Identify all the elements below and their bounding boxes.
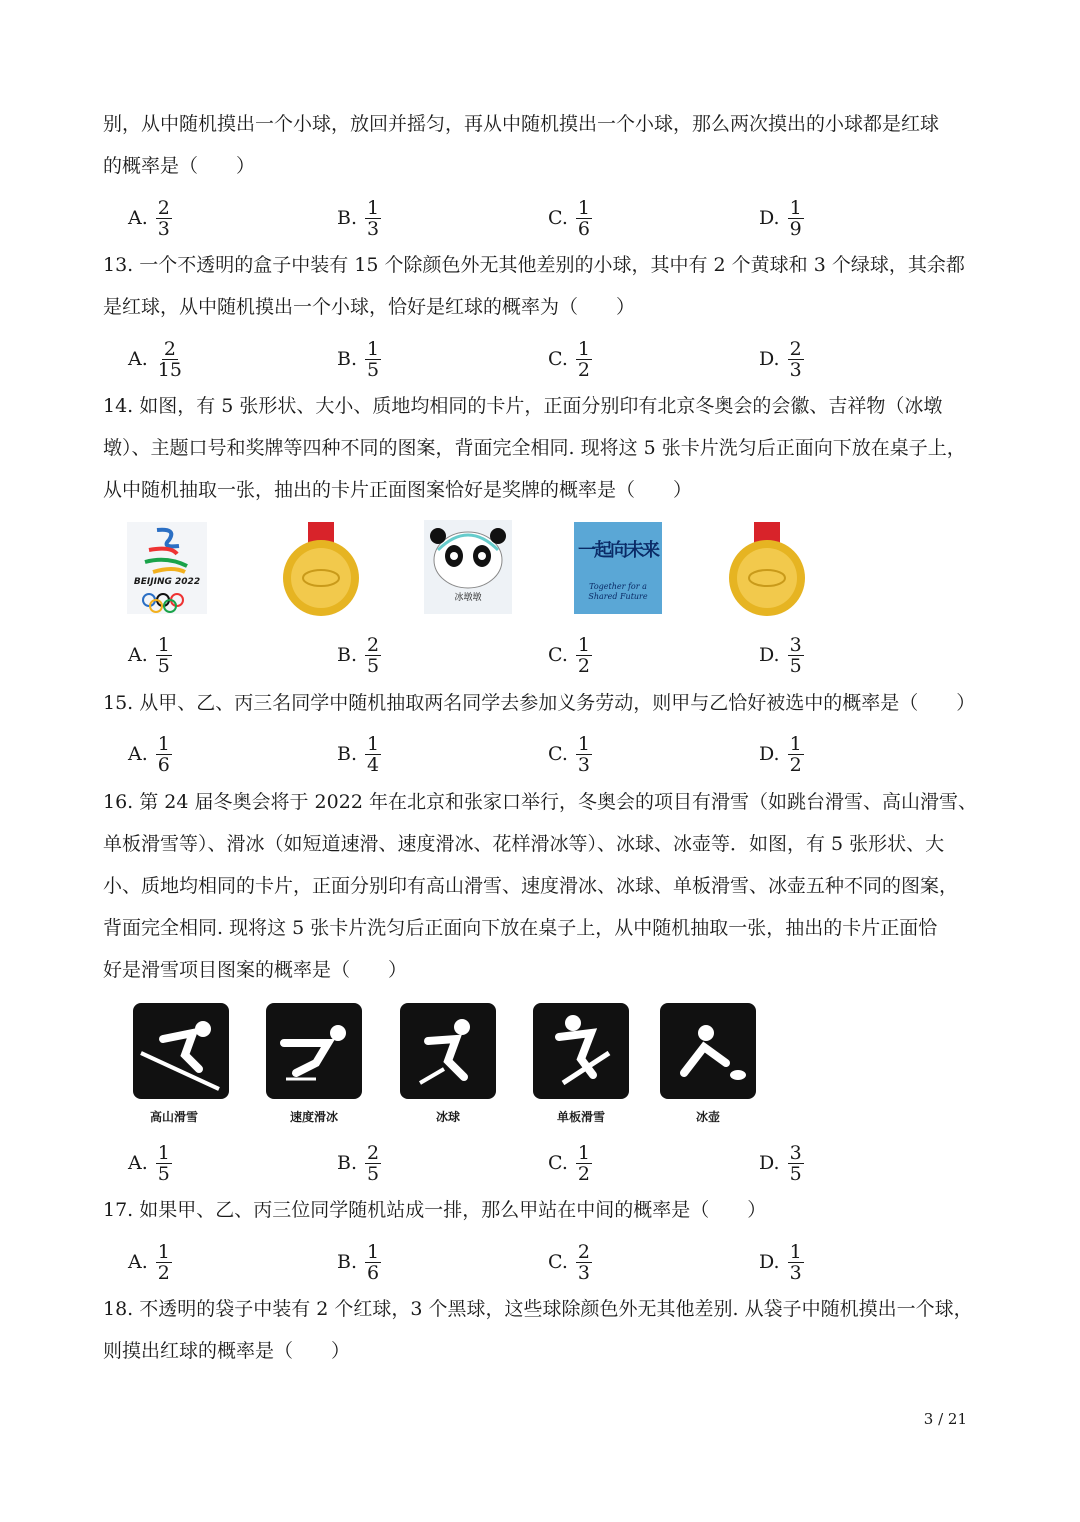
option-label: D. (759, 207, 780, 229)
option-label: B. (337, 1152, 358, 1174)
alpine-skiing-icon (133, 1003, 229, 1099)
page-number: 3 / 21 (923, 1410, 967, 1428)
q16-line-2: 单板滑雪等）、滑冰（如短道速滑、速度滑冰、花样滑冰等）、冰球、冰壶等．如图，有 5 张形状、大 (103, 833, 945, 855)
sport-label-5: 冰壶 (695, 1110, 720, 1124)
fraction (156, 1143, 172, 1184)
q13-options (0, 337, 1080, 387)
snowboard-icon (533, 1003, 629, 1099)
option-label: A. (128, 1251, 148, 1273)
fraction-denominator: 4 (367, 753, 380, 776)
fraction-numerator: 2 (789, 337, 802, 360)
fraction-denominator: 3 (367, 217, 380, 240)
fraction (156, 339, 184, 380)
fraction-denominator: 3 (789, 1261, 802, 1284)
option-d (759, 1141, 804, 1185)
q13-line-1: 13. 一个不透明的盒子中装有 15 个除颜色外无其他差别的小球，其中有 2 个黄球和 3 个绿球，其余都 (103, 254, 965, 276)
fraction-denominator: 5 (157, 1162, 170, 1185)
option-d (759, 732, 804, 776)
fraction (576, 1143, 592, 1184)
option-c (548, 1240, 592, 1284)
fraction-numerator: 3 (789, 1141, 802, 1164)
fraction (365, 198, 381, 239)
q13-line-2: 是红球，从中随机摸出一个小球，恰好是红球的概率为（ ） (103, 296, 636, 318)
curling-pictogram (660, 1003, 756, 1099)
fraction-denominator: 3 (157, 217, 170, 240)
fraction (576, 198, 592, 239)
q17-line: 17. 如果甲、乙、丙三位同学随机站成一排，那么甲站在中间的概率是（ ） (103, 1199, 767, 1221)
option-b (337, 732, 381, 776)
fraction (156, 635, 172, 676)
fraction (156, 734, 172, 775)
option-label: D. (759, 743, 780, 765)
fraction (576, 635, 592, 676)
fraction (788, 734, 804, 775)
sport-label-2: 速度滑冰 (289, 1110, 338, 1124)
option-a (128, 337, 184, 381)
q16-options (0, 1141, 1080, 1191)
fraction-denominator: 3 (577, 1261, 590, 1284)
q15-options (0, 732, 1080, 782)
option-d (759, 1240, 804, 1284)
option-b (337, 1141, 381, 1185)
fraction (156, 198, 172, 239)
speed-skating-pictogram (266, 1003, 362, 1099)
option-label: A. (128, 348, 148, 370)
q14-line-3: 从中随机抽取一张，抽出的卡片正面图案恰好是奖牌的概率是（ ） (103, 479, 693, 501)
option-c (548, 732, 592, 776)
fraction-denominator: 6 (367, 1261, 380, 1284)
option-a (128, 1141, 172, 1185)
fraction-denominator: 5 (789, 1162, 802, 1185)
fraction (365, 635, 381, 676)
alpine-skiing-pictogram (133, 1003, 229, 1099)
option-a (128, 732, 172, 776)
fraction-numerator: 3 (789, 633, 802, 656)
option-label: B. (337, 644, 358, 666)
fraction-numerator: 2 (577, 1240, 590, 1263)
fraction-numerator: 1 (157, 1240, 170, 1263)
fraction-denominator: 2 (577, 654, 590, 677)
sport-label-4: 单板滑雪 (556, 1110, 605, 1124)
option-label: D. (759, 1152, 780, 1174)
speed-skating-icon (266, 1003, 362, 1099)
option-label: A. (128, 1152, 148, 1174)
fraction-denominator: 6 (577, 217, 590, 240)
fraction (576, 339, 592, 380)
fraction-denominator: 5 (367, 654, 380, 677)
gold-medal-icon (278, 522, 364, 616)
option-label: C. (548, 207, 568, 229)
q15-line: 15. 从甲、乙、丙三名同学中随机抽取两名同学去参加义务劳动，则甲与乙恰好被选中的概率是（ ） (103, 692, 976, 714)
fraction (788, 635, 804, 676)
fraction-numerator: 1 (577, 337, 590, 360)
option-d (759, 633, 804, 677)
q12-line-2: 的概率是（ ） (103, 155, 256, 177)
fraction-numerator: 1 (577, 732, 590, 755)
fraction-denominator: 2 (789, 753, 802, 776)
fraction-denominator: 3 (577, 753, 590, 776)
option-label: A. (128, 644, 148, 666)
fraction-numerator: 1 (157, 732, 170, 755)
option-label: C. (548, 348, 568, 370)
fraction-denominator: 5 (789, 654, 802, 677)
option-c (548, 633, 592, 677)
fraction-numerator: 1 (577, 196, 590, 219)
slogan-cn-text: 一起向未来 (578, 540, 658, 561)
fraction-denominator: 2 (577, 358, 590, 381)
emblem-text: BEIJING 2022 (133, 577, 201, 587)
fraction (365, 339, 381, 380)
slogan-card (574, 522, 662, 614)
option-b (337, 1240, 381, 1284)
option-label: C. (548, 1152, 568, 1174)
option-label: A. (128, 207, 148, 229)
bing-dwen-dwen-card (424, 520, 512, 614)
q12-options (0, 196, 1080, 246)
q14-options (0, 633, 1080, 683)
q16-line-5: 好是滑雪项目图案的概率是（ ） (103, 959, 408, 981)
fraction-denominator: 2 (157, 1261, 170, 1284)
slogan-en-text: Together for a Shared Future (588, 582, 648, 601)
emblem-icon (127, 522, 207, 614)
option-c (548, 337, 592, 381)
q18-line-1: 18. 不透明的袋子中装有 2 个红球，3 个黑球，这些球除颜色外无其他差别. 从袋子中随机摸出一个球， (103, 1298, 973, 1320)
option-label: C. (548, 743, 568, 765)
option-label: A. (128, 743, 148, 765)
gold-medal-card-1 (278, 522, 364, 616)
fraction (576, 734, 592, 775)
fraction (788, 198, 804, 239)
q16-line-4: 背面完全相同. 现将这 5 张卡片洗匀后正面向下放在桌子上，从中随机抽取一张，抽出的卡片正面恰 (103, 917, 938, 939)
ice-hockey-pictogram (400, 1003, 496, 1099)
q12-line-1: 别，从中随机摸出一个小球，放回并摇匀，再从中随机摸出一个小球，那么两次摸出的小球都是红球 (103, 113, 940, 135)
option-a (128, 1240, 172, 1284)
snowboard-pictogram (533, 1003, 629, 1099)
beijing-2022-emblem-card (127, 522, 207, 614)
fraction-numerator: 1 (789, 732, 802, 755)
curling-icon (660, 1003, 756, 1099)
fraction (576, 1242, 592, 1283)
option-label: C. (548, 644, 568, 666)
sport-label-1: 高山滑雪 (149, 1110, 198, 1124)
mascot-text: 冰墩墩 (454, 593, 482, 603)
fraction-denominator: 15 (157, 358, 182, 381)
fraction-numerator: 2 (367, 1141, 380, 1164)
fraction-numerator: 2 (157, 196, 170, 219)
q18-line-2: 则摸出红球的概率是（ ） (103, 1340, 351, 1362)
fraction-numerator: 1 (367, 337, 380, 360)
option-label: D. (759, 348, 780, 370)
option-label: D. (759, 644, 780, 666)
fraction-numerator: 2 (367, 633, 380, 656)
fraction-denominator: 2 (577, 1162, 590, 1185)
fraction (365, 1143, 381, 1184)
fraction-numerator: 1 (367, 732, 380, 755)
fraction-denominator: 5 (157, 654, 170, 677)
option-label: B. (337, 207, 358, 229)
option-b (337, 337, 381, 381)
fraction (788, 339, 804, 380)
fraction-numerator: 1 (367, 1240, 380, 1263)
option-label: B. (337, 1251, 358, 1273)
fraction (365, 1242, 381, 1283)
fraction-numerator: 1 (157, 633, 170, 656)
q14-line-1: 14. 如图，有 5 张形状、大小、质地均相同的卡片，正面分别印有北京冬奥会的会徽、吉祥物（冰墩 (103, 395, 943, 417)
q16-line-3: 小、质地均相同的卡片，正面分别印有高山滑雪、速度滑冰、冰球、单板滑雪、冰壶五种不同的图案， (103, 875, 959, 897)
option-label: B. (337, 743, 358, 765)
fraction-denominator: 5 (367, 1162, 380, 1185)
fraction-numerator: 1 (577, 633, 590, 656)
fraction (788, 1143, 804, 1184)
option-c (548, 1141, 592, 1185)
option-d (759, 337, 804, 381)
option-b (337, 633, 381, 677)
q14-line-2: 墩）、主题口号和奖牌等四种不同的图案，背面完全相同. 现将这 5 张卡片洗匀后正面向下放在桌子上， (103, 437, 966, 459)
option-label: D. (759, 1251, 780, 1273)
fraction-denominator: 9 (789, 217, 802, 240)
fraction-numerator: 1 (789, 1240, 802, 1263)
fraction-numerator: 1 (157, 1141, 170, 1164)
q17-options (0, 1240, 1080, 1290)
option-a (128, 633, 172, 677)
fraction-numerator: 1 (577, 1141, 590, 1164)
fraction (156, 1242, 172, 1283)
fraction-denominator: 3 (789, 358, 802, 381)
q16-line-1: 16. 第 24 届冬奥会将于 2022 年在北京和张家口举行，冬奥会的项目有滑雪（如跳台滑雪、高山滑雪、 (103, 791, 977, 813)
fraction-denominator: 6 (157, 753, 170, 776)
fraction-denominator: 5 (367, 358, 380, 381)
fraction-numerator: 2 (163, 337, 176, 360)
option-a (128, 196, 172, 240)
gold-medal-card-2 (724, 522, 810, 616)
option-b (337, 196, 381, 240)
option-d (759, 196, 804, 240)
gold-medal-icon (724, 522, 810, 616)
fraction-numerator: 1 (367, 196, 380, 219)
ice-hockey-icon (400, 1003, 496, 1099)
fraction (788, 1242, 804, 1283)
option-label: B. (337, 348, 358, 370)
fraction-numerator: 1 (789, 196, 802, 219)
option-c (548, 196, 592, 240)
fraction (365, 734, 381, 775)
option-label: C. (548, 1251, 568, 1273)
sport-label-3: 冰球 (435, 1110, 460, 1124)
